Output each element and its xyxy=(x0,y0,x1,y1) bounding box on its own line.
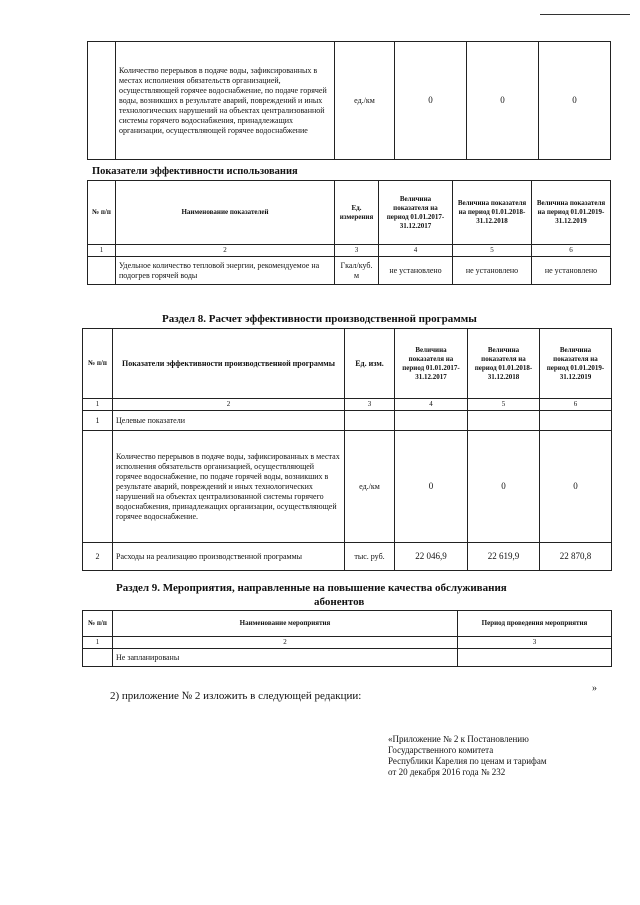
empty-cell xyxy=(395,411,468,431)
indicator-name-cell: Расходы на реализацию производственной программы xyxy=(113,543,345,571)
appendix-line: Государственного комитета xyxy=(388,745,494,755)
column-number-row xyxy=(83,399,612,411)
indicator-name-cell: Удельное количество тепловой энергии, рекомендуемое на подогрев горячей воды xyxy=(116,257,335,285)
section-8-table xyxy=(82,328,612,571)
header-unit: Ед. изм. xyxy=(345,329,395,399)
table-row xyxy=(83,431,612,543)
row-number-cell xyxy=(88,257,116,285)
section-9-table xyxy=(82,610,612,667)
measure-name-cell: Не запланированы xyxy=(113,649,458,667)
colnum: 4 xyxy=(395,399,468,411)
value-2019-cell: 0 xyxy=(539,42,611,160)
table-header-row xyxy=(83,329,612,399)
value-2017-cell: 0 xyxy=(395,431,468,543)
table-row xyxy=(83,543,612,571)
header-num: № п/п xyxy=(88,181,116,245)
empty-cell xyxy=(468,411,540,431)
row-number-cell xyxy=(83,431,113,543)
header-period-2019: Величина показателя на период 01.01.2019-31.12.2019 xyxy=(540,329,612,399)
appendix-line: от 20 декабря 2016 года № 232 xyxy=(388,767,506,777)
colnum: 1 xyxy=(83,637,113,649)
column-number-row xyxy=(88,245,611,257)
header-rule xyxy=(540,14,630,15)
colnum: 3 xyxy=(458,637,612,649)
header-period-2019: Величина показателя на период 01.01.2019-31.12.2019 xyxy=(532,181,611,245)
colnum: 3 xyxy=(345,399,395,411)
table-row xyxy=(88,42,611,160)
colnum: 6 xyxy=(532,245,611,257)
table-header-row xyxy=(83,611,612,637)
colnum: 6 xyxy=(540,399,612,411)
group-number-cell: 1 xyxy=(83,411,113,431)
table-row xyxy=(88,257,611,285)
header-num: № п/п xyxy=(83,611,113,637)
row-number-cell xyxy=(83,649,113,667)
indicator-name-cell: Количество перерывов в подаче воды, зафиксированных в местах исполнения обязательств организацией, осуществляющей горячее водоснабжение, по подаче горячей воды, возникших в результате аварий, повреждений и иных технологических нарушений на объектах централизованной системы горячего водоснабжения, принадлежащих организации, осуществляющей горячее водоснабжение xyxy=(116,42,335,160)
closing-quote: » xyxy=(592,683,597,694)
row-number-cell xyxy=(88,42,116,160)
header-num: № п/п xyxy=(83,329,113,399)
value-2019-cell: не установлено xyxy=(532,257,611,285)
amendment-paragraph: 2) приложение № 2 изложить в следующей редакции: xyxy=(110,690,362,702)
header-name: Наименование показателей xyxy=(116,181,335,245)
value-2017-cell: не установлено xyxy=(379,257,453,285)
period-cell xyxy=(458,649,612,667)
unit-cell: тыс. руб. xyxy=(345,543,395,571)
group-name-cell: Целевые показатели xyxy=(113,411,345,431)
group-row xyxy=(83,411,612,431)
indicator-name-cell: Количество перерывов в подаче воды, зафиксированных в местах исполнения обязательств организацией, осуществляющей горячее водоснабжение, по подаче горячей воды, возникших в результате аварий, повреждений и иных технологических нарушений на объектах централизованной системы горячего водоснабжения, принадлежащих организации, осуществляющей горячее водоснабжение. xyxy=(113,431,345,543)
header-name: Показатели эффективности производственной программы xyxy=(113,329,345,399)
colnum: 4 xyxy=(379,245,453,257)
colnum: 1 xyxy=(88,245,116,257)
unit-cell: Гкал/куб. м xyxy=(335,257,379,285)
efficiency-heading: Показатели эффективности использования xyxy=(92,166,298,177)
appendix-reference xyxy=(388,734,547,778)
colnum: 2 xyxy=(113,399,345,411)
header-name: Наименование мероприятия xyxy=(113,611,458,637)
continued-indicators-table xyxy=(87,41,611,160)
value-2018-cell: 0 xyxy=(467,42,539,160)
header-unit: Ед. измерения xyxy=(335,181,379,245)
value-2017-cell: 22 046,9 xyxy=(395,543,468,571)
colnum: 3 xyxy=(335,245,379,257)
table-header-row xyxy=(88,181,611,245)
header-period-2017: Величина показателя на период 01.01.2017-31.12.2017 xyxy=(379,181,453,245)
empty-cell xyxy=(540,411,612,431)
colnum: 5 xyxy=(468,399,540,411)
appendix-line: Республики Карелия по ценам и тарифам xyxy=(388,756,547,766)
colnum: 2 xyxy=(113,637,458,649)
value-2019-cell: 22 870,8 xyxy=(540,543,612,571)
section-9-heading-cont: абонентов xyxy=(314,596,365,608)
colnum: 5 xyxy=(453,245,532,257)
unit-cell: ед./км xyxy=(345,431,395,543)
header-period-2018: Величина показателя на период 01.01.2018-31.12.2018 xyxy=(468,329,540,399)
column-number-row xyxy=(83,637,612,649)
unit-cell: ед./км xyxy=(335,42,395,160)
colnum: 1 xyxy=(83,399,113,411)
empty-cell xyxy=(345,411,395,431)
header-period-2018: Величина показателя на период 01.01.2018-31.12.2018 xyxy=(453,181,532,245)
section-8-heading: Раздел 8. Расчет эффективности производственной программы xyxy=(162,313,477,325)
value-2018-cell: 0 xyxy=(468,431,540,543)
value-2019-cell: 0 xyxy=(540,431,612,543)
efficiency-table xyxy=(87,180,611,285)
header-period-2017: Величина показателя на период 01.01.2017-31.12.2017 xyxy=(395,329,468,399)
value-2017-cell: 0 xyxy=(395,42,467,160)
value-2018-cell: 22 619,9 xyxy=(468,543,540,571)
header-period: Период проведения мероприятия xyxy=(458,611,612,637)
value-2018-cell: не установлено xyxy=(453,257,532,285)
section-9-heading: Раздел 9. Мероприятия, направленные на повышение качества обслуживания xyxy=(116,582,507,594)
table-row xyxy=(83,649,612,667)
row-number-cell: 2 xyxy=(83,543,113,571)
appendix-line: «Приложение № 2 к Постановлению xyxy=(388,734,529,744)
colnum: 2 xyxy=(116,245,335,257)
